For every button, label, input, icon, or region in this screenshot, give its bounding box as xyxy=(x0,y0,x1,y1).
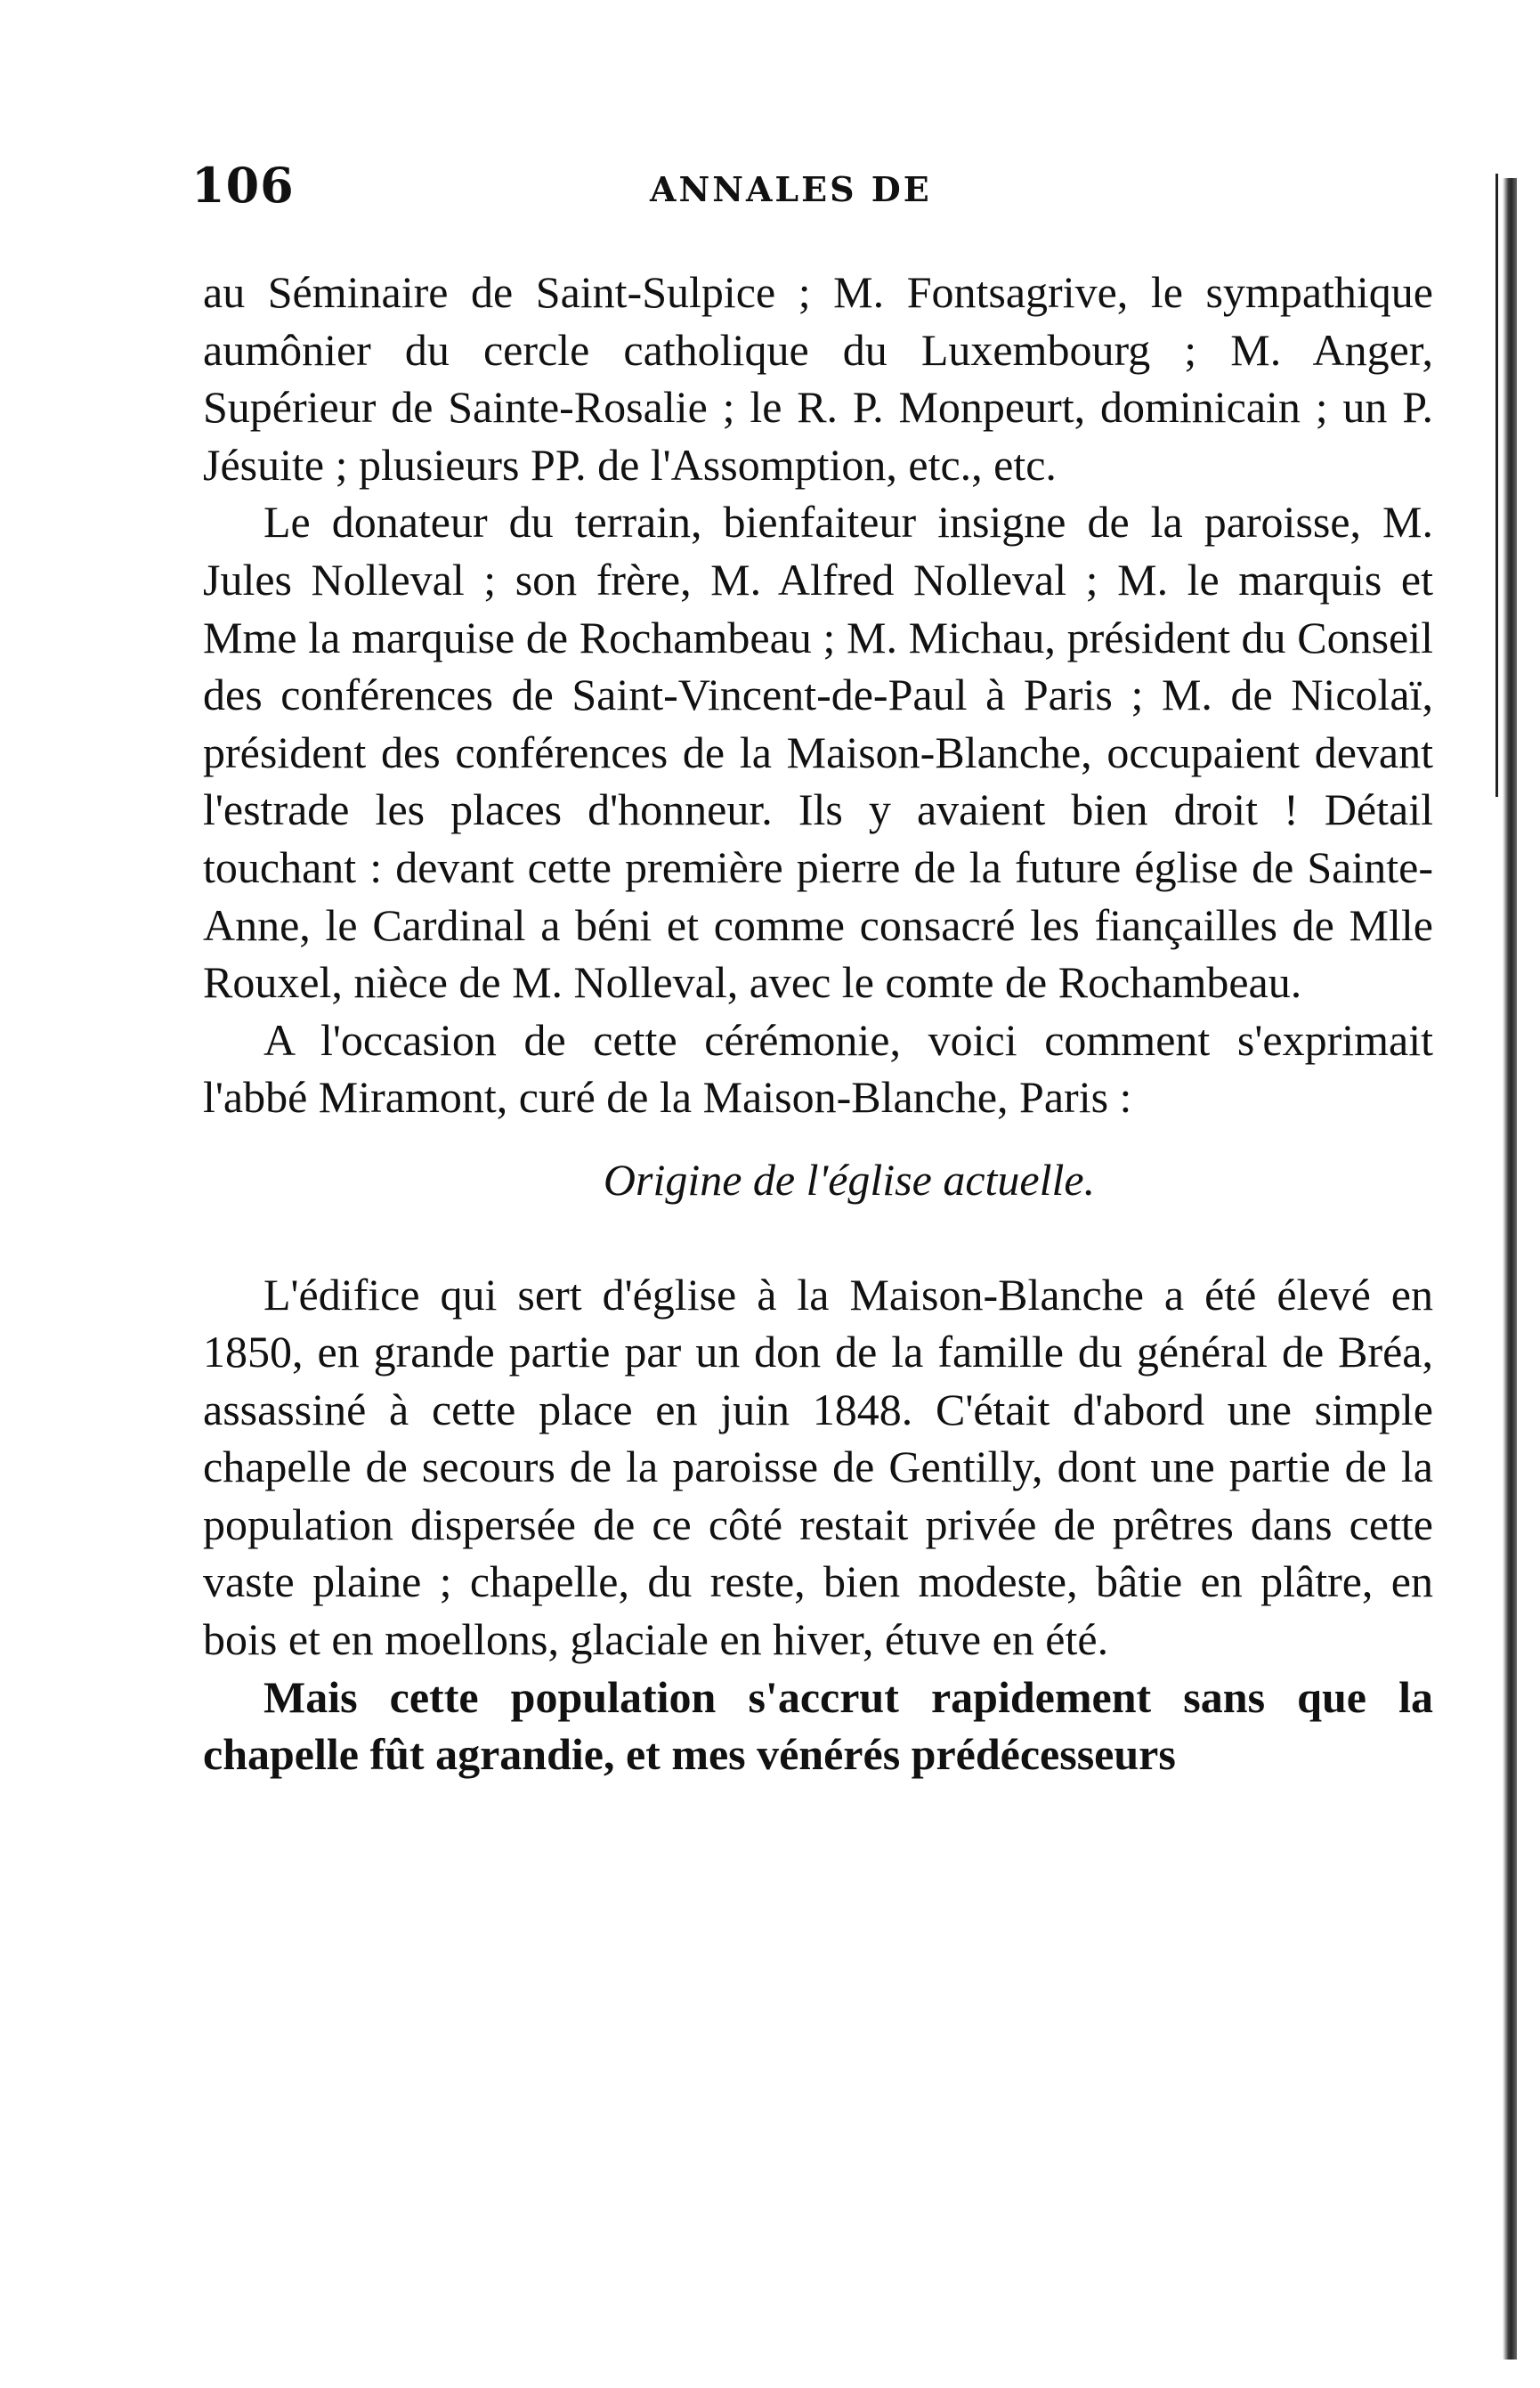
body-text xyxy=(203,264,1433,1783)
paragraph-donors: Le donateur du terrain, bienfaiteur insigne de la paroisse, M. Jules Nolleval ; son frère, M. Alfred Nolleval ; M. le marquis et Mme la marquise de Rochambeau ; M. Michau, président du Conseil des conférences de Saint-Vincent-de-Paul à Paris ; M. de Nicolaï, président des conférences de la Maison-Blanche, occupaient devant l'estrade les places d'honneur. Ils y avaient bien droit ! Détail touchant : devant cette première pierre de la future église de Sainte-Anne, le Cardinal a béni et comme consacré les fiançailles de Mlle Rouxel, nièce de M. Nolleval, avec le comte de Rochambeau. xyxy=(203,497,1433,1008)
page-number: 106 xyxy=(191,157,295,214)
section-heading: Origine de l'église actuelle. xyxy=(603,1154,1096,1205)
page-edge-line xyxy=(1495,174,1498,797)
paragraph-occasion: A l'occasion de cette cérémonie, voici comment s'exprimait l'abbé Miramont, curé de la Maison-Blanche, Paris : xyxy=(203,1014,1433,1123)
paragraph-growth: Mais cette population s'accrut rapidement sans que la chapelle fût agrandie, et mes vénérés prédécesseurs xyxy=(203,1671,1433,1780)
paragraph-origin: L'édifice qui sert d'église à la Maison-Blanche a été élevé en 1850, en grande partie par un don de la famille du général de Bréa, assassiné à cette place en juin 1848. C'était d'abord une simple chapelle de secours de la paroisse de Gentilly, dont une partie de la population dispersée de ce côté restait privée de prêtres dans cette vaste plaine ; chapelle, du reste, bien modeste, bâtie en plâtre, en bois et en moellons, glaciale en hiver, étuve en été. xyxy=(203,1269,1433,1665)
page-edge-shadow xyxy=(1503,178,1517,2360)
running-title: ANNALES DE xyxy=(650,169,932,209)
paragraph-continuation: au Séminaire de Saint-Sulpice ; M. Fontsagrive, le sympathique aumônier du cercle catholique du Luxembourg ; M. Anger, Supérieur de Sainte-Rosalie ; le R. P. Monpeurt, dominicain ; un P. Jésuite ; plusieurs PP. de l'Assomption, etc., etc. xyxy=(203,267,1433,490)
page-header xyxy=(191,157,1429,219)
